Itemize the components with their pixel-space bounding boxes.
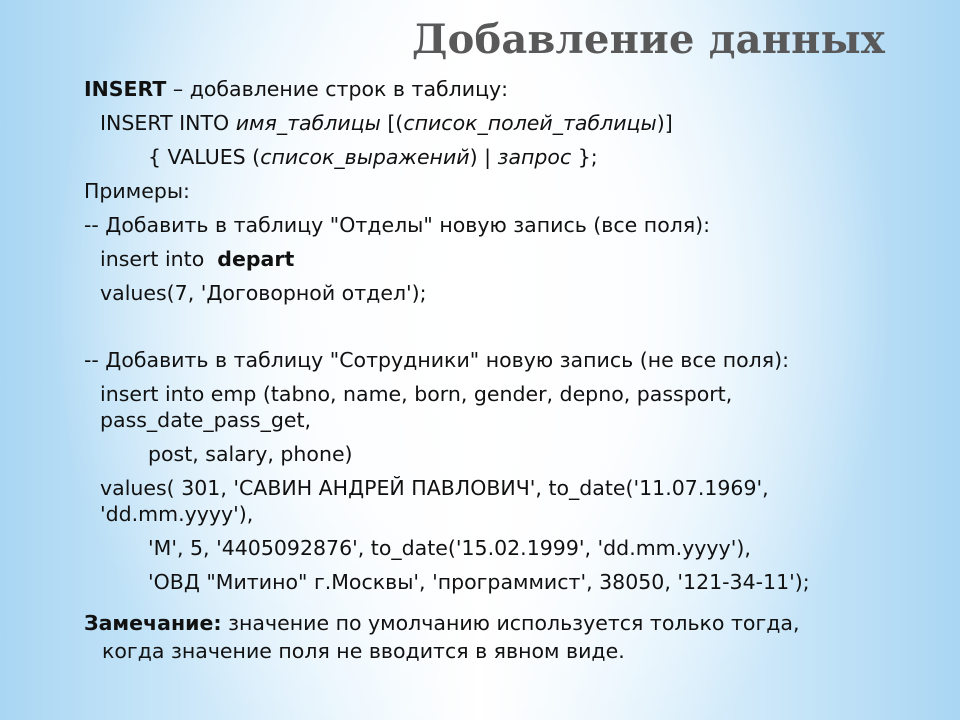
syntax-or: ) | [469, 145, 498, 169]
syntax-end: }; [571, 145, 598, 169]
example1-insert-into: insert into [100, 247, 218, 271]
note-text-cont: когда значение поля не вводится в явном виде. [102, 639, 625, 663]
syntax-field-list: список_полей_таблицы [403, 111, 657, 135]
syntax-line-1 [84, 106, 924, 140]
note-text: значение по умолчанию используется только тогда, [221, 611, 800, 635]
insert-description: – добавление строк в таблицу: [166, 77, 509, 101]
example2-code-line-3 [84, 475, 924, 527]
insert-keyword: INSERT [84, 77, 167, 101]
syntax-query: запрос [497, 145, 572, 169]
note-label: Замечание: [84, 611, 222, 635]
example2-code-line-4: 'М', 5, '4405092876', to_date('15.02.1999', 'dd.mm.yyyy'), [148, 536, 751, 560]
example2-code-line-5: 'ОВД "Митино" г.Москвы', 'программист', 38050, '121-34-11'); [148, 570, 810, 594]
syntax-table-name: имя_таблицы [235, 111, 381, 135]
note [84, 609, 924, 665]
slide-body [84, 72, 924, 665]
example2-values-cont: 'dd.mm.yyyy'), [100, 502, 254, 526]
slide-title: Добавление данных [411, 16, 885, 63]
spacer [84, 310, 924, 343]
example2-insert-into: insert into emp (tabno, name, born, gender, depno, passport, [100, 382, 733, 406]
example2-code-line-2: post, salary, phone) [148, 442, 353, 466]
example1-code-line-2: values(7, 'Договорной отдел'); [100, 281, 427, 305]
syntax-values: { VALUES ( [148, 145, 261, 169]
syntax-expression-list: список_выражений [260, 145, 470, 169]
example2-code-line-1 [84, 381, 924, 433]
examples-label: Примеры: [84, 179, 190, 203]
example1-code-line-1 [84, 242, 924, 276]
example2-comment: -- Добавить в таблицу "Сотрудники" новую запись (не все поля): [84, 348, 789, 372]
syntax-bracket-open: [( [380, 111, 404, 135]
example2-insert-into-cont: pass_date_pass_get, [100, 408, 312, 432]
example1-table-name: depart [217, 247, 295, 271]
insert-definition [84, 72, 924, 106]
example1-comment: -- Добавить в таблицу "Отделы" новую запись (все поля): [84, 213, 711, 237]
example2-values: values( 301, 'САВИН АНДРЕЙ ПАВЛОВИЧ', to_date('11.07.1969', [100, 476, 769, 500]
syntax-line-2 [84, 140, 924, 174]
syntax-insert-into: INSERT INTO [100, 111, 236, 135]
syntax-bracket-close: )] [656, 111, 673, 135]
